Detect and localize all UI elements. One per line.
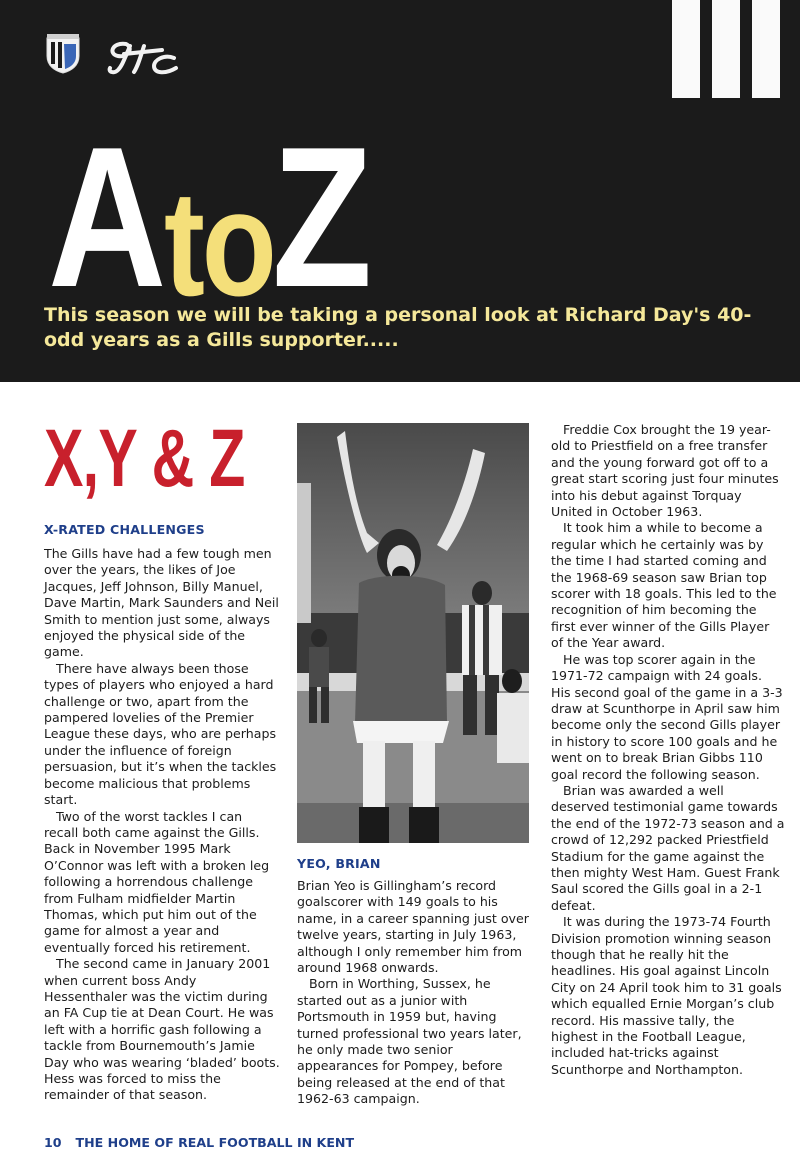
header-stripe: [672, 0, 700, 98]
player-celebration-photo: [297, 423, 529, 843]
footer-tagline: THE HOME OF REAL FOOTBALL IN KENT: [75, 1135, 355, 1150]
header-band: [0, 0, 800, 382]
paragraph: It was during the 1973-74 Fourth Division promotion winning season though that he really hit the headlines. His goal against Lincoln City on 24 April took him to 31 goals which equalled Ernie Morgan’s club record. His massive tally, the highest in the Football League, included hat-tricks against Scunthorpe and Northampton.: [551, 914, 782, 1077]
paragraph: The second came in January 2001 when current boss Andy Hessenthaler was the victim during an FA Cup tie at Dean Court. He was left with a horrific gash following a tackle from Bournemouth’s Jamie Day who was wearing ‘bladed’ boots. Hess was forced to miss the remainder of that season.: [44, 956, 280, 1103]
title-a: A: [48, 106, 164, 329]
x-rated-heading: X-RATED CHALLENGES: [44, 522, 205, 537]
column-two: [297, 878, 529, 1108]
paragraph: He was top scorer again in the 1971-72 campaign with 24 goals. His second goal of the game in a 3-3 draw at Scunthorpe in April saw him become only the second Gills player in history to score 100 goals and he went on to break Brian Gibbs 110 goal record the following season.: [551, 651, 783, 782]
paragraph: There have always been those types of players who enjoyed a hard challenge or two, apart from the pampered lovelies of the Premier League these days, who are perhaps under the influence of foreign persuasion, but it’s when the tackles become malicious that problems start.: [44, 660, 277, 808]
gfc-monogram-logo: [104, 36, 180, 78]
section-title: X,Y & Z: [44, 413, 245, 504]
column-one: [44, 546, 280, 1104]
club-crest-icon: [45, 32, 81, 74]
paragraph: Brian was awarded a well deserved testimonial game towards the end of the 1972-73 season and a crowd of 12,292 packed Priestfield Stadium for the game against the then mighty West Ham. Guest Frank Saul scored the Gills goal in a 2-1 defeat.: [551, 782, 785, 913]
photo-illustration: [297, 423, 529, 843]
header-stripe: [712, 0, 740, 98]
yeo-brian-heading: YEO, BRIAN: [297, 856, 381, 871]
paragraph: Freddie Cox brought the 19 year-old to Priestfield on a free transfer and the young forward got off to a great start scoring just four minutes into his debut against Torquay United in October 1963.: [551, 422, 779, 520]
column-three: [551, 422, 785, 1078]
paragraph: Two of the worst tackles I can recall both came against the Gills. Back in November 1995 Mark O’Connor was left with a broken leg following a horrendous challenge from Fulham midfielder Martin Thomas, which put him out of the game for almost a year and eventually forced his retirement.: [44, 808, 270, 955]
title-z: Z: [272, 106, 369, 329]
page-title: [48, 106, 390, 329]
paragraph: The Gills have had a few tough men over the years, the likes of Joe Jacques, Jeff Johnson, Billy Manuel, Dave Martin, Mark Saunders and Neil Smith to mention just some, always enjoyed the physical side of the game.: [44, 546, 279, 660]
paragraph: Brian Yeo is Gillingham’s record goalscorer with 149 goals to his name, in a career spanning just over twelve years, starting in July 1963, although I only remember him from around 1968 onwards.: [297, 878, 529, 976]
header-stripe: [752, 0, 780, 98]
paragraph: It took him a while to become a regular which he certainly was by the time I had started coming and the 1968-69 season saw Brian top scorer with 18 goals. This led to the recognition of him becoming the first ever winner of the Gills Player of the Year award.: [551, 520, 777, 651]
paragraph: Born in Worthing, Sussex, he started out as a junior with Portsmouth in 1959 but, having turned professional two years later, he only made two senior appearances for Pompey, before being released at the end of that 1962-63 campaign.: [297, 976, 522, 1107]
title-to: to: [164, 159, 274, 327]
page-number: 10: [44, 1135, 62, 1150]
intro-text: This season we will be taking a personal look at Richard Day's 40-odd years as a Gills supporter.....: [44, 304, 752, 351]
page-footer: [44, 1135, 354, 1150]
